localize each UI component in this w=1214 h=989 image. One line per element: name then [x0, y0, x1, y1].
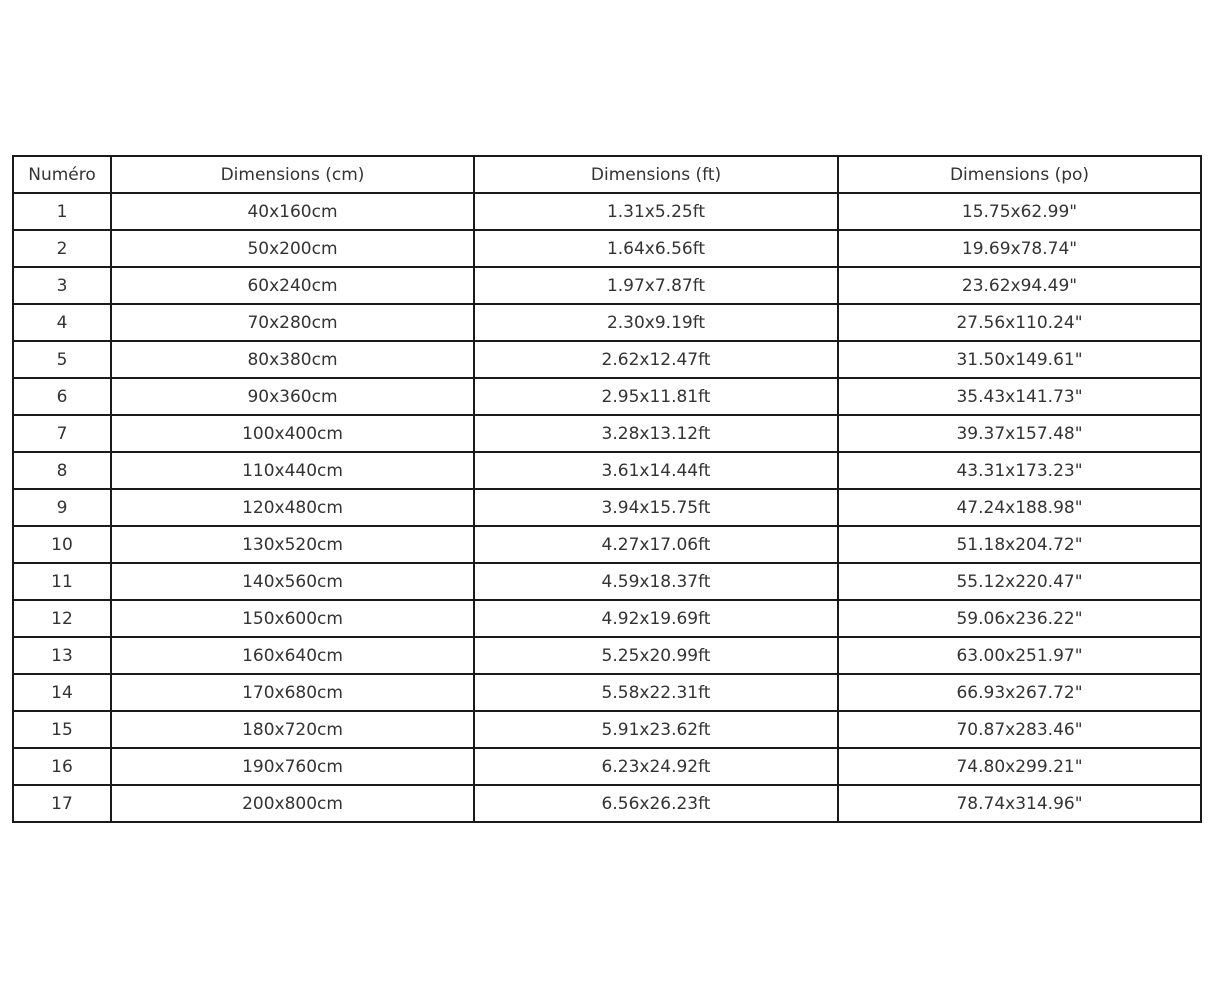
- cell-ft: 3.94x15.75ft: [474, 489, 838, 526]
- cell-ft: 3.28x13.12ft: [474, 415, 838, 452]
- cell-cm: 100x400cm: [111, 415, 474, 452]
- cell-cm: 40x160cm: [111, 193, 474, 230]
- cell-ft: 6.23x24.92ft: [474, 748, 838, 785]
- cell-cm: 60x240cm: [111, 267, 474, 304]
- cell-cm: 50x200cm: [111, 230, 474, 267]
- column-header-po: Dimensions (po): [838, 156, 1201, 193]
- cell-ft: 4.27x17.06ft: [474, 526, 838, 563]
- cell-cm: 190x760cm: [111, 748, 474, 785]
- cell-num: 11: [13, 563, 111, 600]
- cell-cm: 180x720cm: [111, 711, 474, 748]
- cell-num: 16: [13, 748, 111, 785]
- cell-cm: 170x680cm: [111, 674, 474, 711]
- cell-ft: 2.62x12.47ft: [474, 341, 838, 378]
- cell-cm: 150x600cm: [111, 600, 474, 637]
- table-row: [13, 711, 1201, 748]
- cell-num: 10: [13, 526, 111, 563]
- cell-ft: 1.97x7.87ft: [474, 267, 838, 304]
- table-row: [13, 785, 1201, 822]
- cell-num: 9: [13, 489, 111, 526]
- cell-ft: 2.30x9.19ft: [474, 304, 838, 341]
- cell-po: 59.06x236.22": [838, 600, 1201, 637]
- table-row: [13, 526, 1201, 563]
- cell-po: 47.24x188.98": [838, 489, 1201, 526]
- cell-cm: 70x280cm: [111, 304, 474, 341]
- cell-ft: 5.25x20.99ft: [474, 637, 838, 674]
- cell-ft: 5.91x23.62ft: [474, 711, 838, 748]
- column-header-ft: Dimensions (ft): [474, 156, 838, 193]
- cell-po: 19.69x78.74": [838, 230, 1201, 267]
- column-header-cm: Dimensions (cm): [111, 156, 474, 193]
- cell-ft: 1.64x6.56ft: [474, 230, 838, 267]
- table-row: [13, 304, 1201, 341]
- column-header-numero: Numéro: [13, 156, 111, 193]
- cell-num: 7: [13, 415, 111, 452]
- table-row: [13, 674, 1201, 711]
- cell-po: 55.12x220.47": [838, 563, 1201, 600]
- table-row: [13, 748, 1201, 785]
- cell-num: 12: [13, 600, 111, 637]
- table-row: [13, 600, 1201, 637]
- cell-num: 2: [13, 230, 111, 267]
- cell-cm: 90x360cm: [111, 378, 474, 415]
- table-row: [13, 563, 1201, 600]
- table-row: [13, 267, 1201, 304]
- cell-po: 43.31x173.23": [838, 452, 1201, 489]
- cell-cm: 130x520cm: [111, 526, 474, 563]
- cell-ft: 4.59x18.37ft: [474, 563, 838, 600]
- dimensions-table: [12, 155, 1202, 823]
- cell-ft: 3.61x14.44ft: [474, 452, 838, 489]
- cell-po: 66.93x267.72": [838, 674, 1201, 711]
- cell-po: 39.37x157.48": [838, 415, 1201, 452]
- cell-ft: 6.56x26.23ft: [474, 785, 838, 822]
- cell-num: 17: [13, 785, 111, 822]
- table-row: [13, 378, 1201, 415]
- cell-cm: 120x480cm: [111, 489, 474, 526]
- table-row: [13, 341, 1201, 378]
- cell-cm: 140x560cm: [111, 563, 474, 600]
- cell-num: 5: [13, 341, 111, 378]
- cell-num: 6: [13, 378, 111, 415]
- table-row: [13, 452, 1201, 489]
- cell-po: 74.80x299.21": [838, 748, 1201, 785]
- cell-po: 15.75x62.99": [838, 193, 1201, 230]
- table-row: [13, 489, 1201, 526]
- cell-num: 8: [13, 452, 111, 489]
- cell-num: 1: [13, 193, 111, 230]
- cell-po: 23.62x94.49": [838, 267, 1201, 304]
- cell-po: 27.56x110.24": [838, 304, 1201, 341]
- cell-po: 51.18x204.72": [838, 526, 1201, 563]
- cell-num: 14: [13, 674, 111, 711]
- cell-po: 78.74x314.96": [838, 785, 1201, 822]
- cell-ft: 1.31x5.25ft: [474, 193, 838, 230]
- cell-ft: 4.92x19.69ft: [474, 600, 838, 637]
- cell-num: 3: [13, 267, 111, 304]
- cell-po: 31.50x149.61": [838, 341, 1201, 378]
- table-body: [13, 193, 1201, 822]
- cell-cm: 160x640cm: [111, 637, 474, 674]
- header-row: [13, 156, 1201, 193]
- cell-cm: 80x380cm: [111, 341, 474, 378]
- table-header: [13, 156, 1201, 193]
- cell-po: 63.00x251.97": [838, 637, 1201, 674]
- cell-num: 4: [13, 304, 111, 341]
- cell-cm: 200x800cm: [111, 785, 474, 822]
- table-row: [13, 230, 1201, 267]
- cell-num: 13: [13, 637, 111, 674]
- cell-ft: 5.58x22.31ft: [474, 674, 838, 711]
- cell-num: 15: [13, 711, 111, 748]
- table-row: [13, 637, 1201, 674]
- table-row: [13, 415, 1201, 452]
- cell-ft: 2.95x11.81ft: [474, 378, 838, 415]
- cell-po: 35.43x141.73": [838, 378, 1201, 415]
- cell-po: 70.87x283.46": [838, 711, 1201, 748]
- cell-cm: 110x440cm: [111, 452, 474, 489]
- table-row: [13, 193, 1201, 230]
